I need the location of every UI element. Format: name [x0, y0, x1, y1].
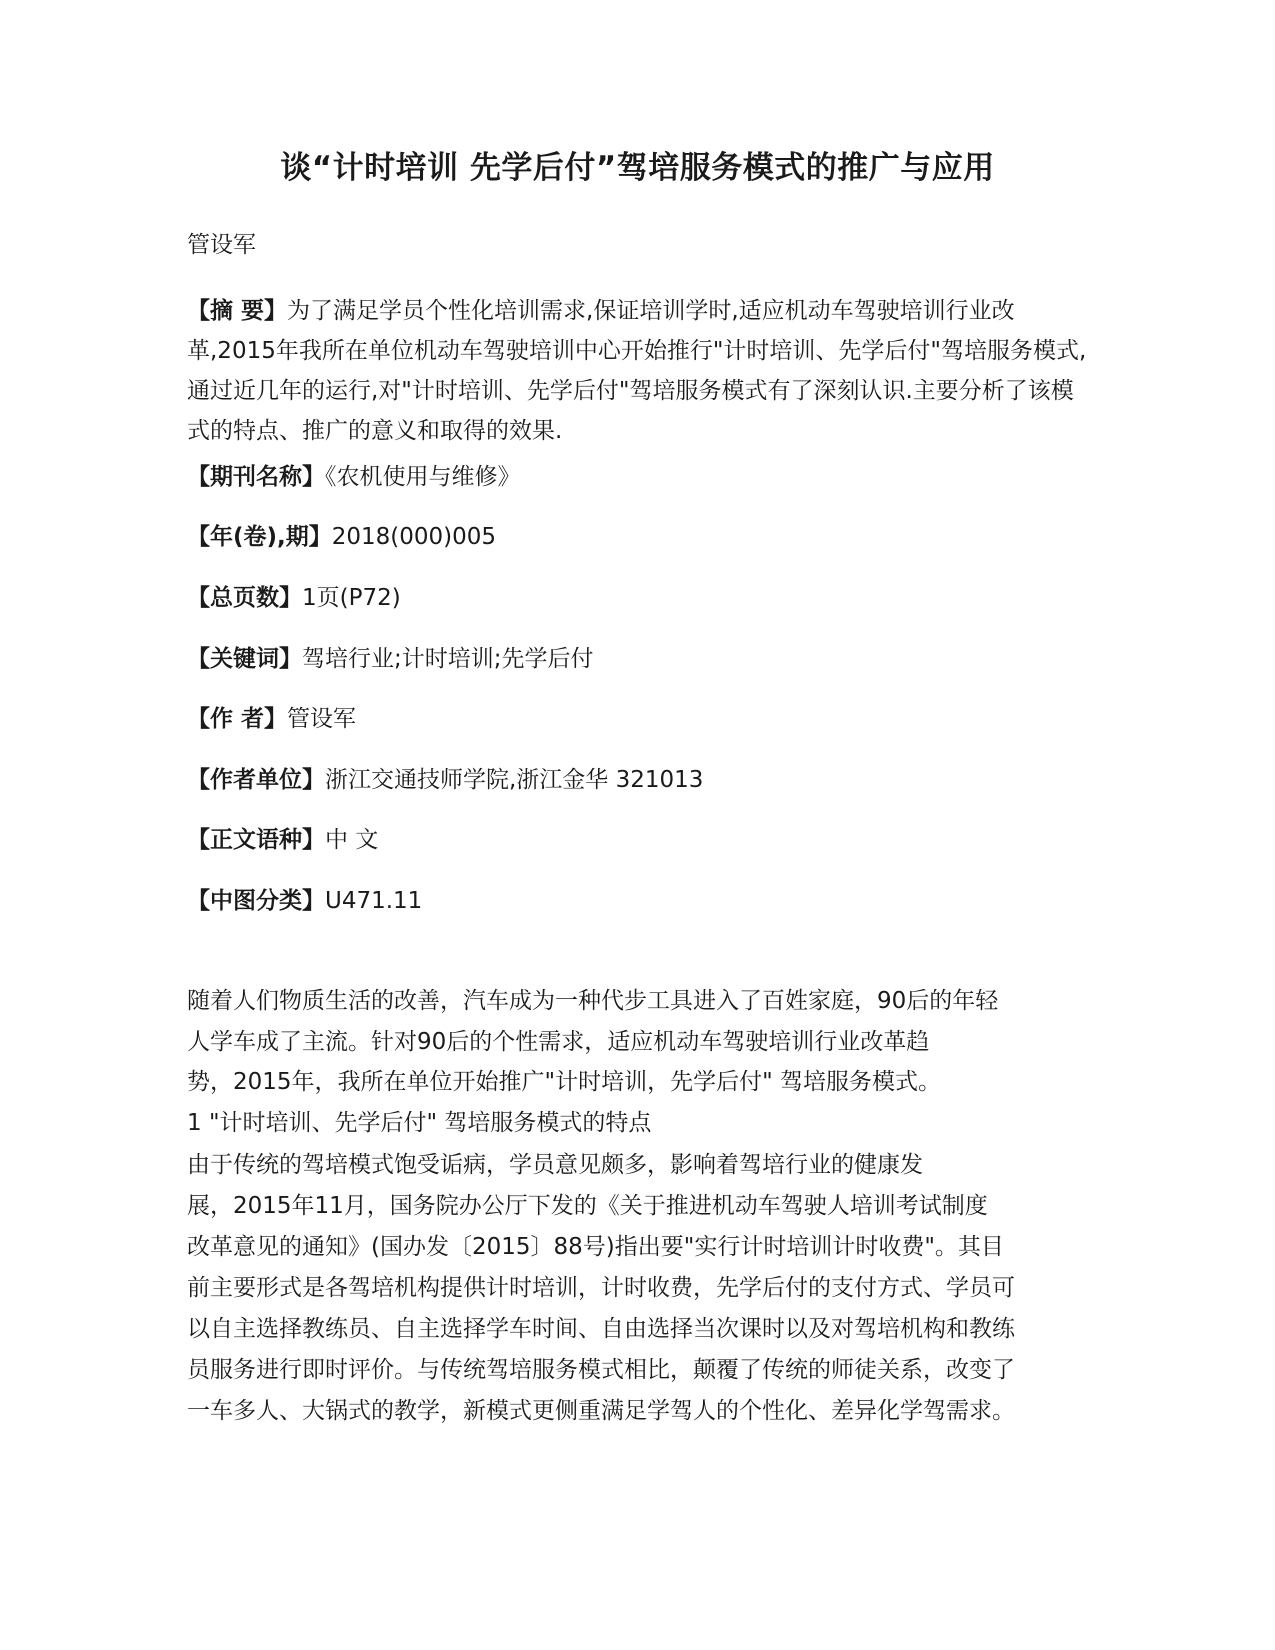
meta-label: 【中图分类】	[187, 888, 325, 914]
meta-value: 2018(000)005	[331, 524, 497, 550]
meta-value: 驾培行业;计时培训;先学后付	[302, 646, 594, 672]
meta-page-count	[187, 582, 401, 614]
body-text-line: 展，2015年11月，国务院办公厅下发的《关于推进机动车驾驶人培训考试制度	[187, 1193, 988, 1219]
meta-keywords	[187, 643, 594, 675]
meta-label: 【作 者】	[187, 706, 288, 732]
meta-language	[187, 824, 378, 856]
body-text-line: 改革意见的通知》(国办发〔2015〕88号)指出要"实行计时培训计时收费"。其目	[187, 1234, 1004, 1260]
meta-value: 浙江交通技师学院,浙江金华 321013	[325, 767, 704, 793]
section-heading: 1 "计时培训、先学后付" 驾培服务模式的特点	[187, 1110, 652, 1136]
meta-label: 【作者单位】	[187, 767, 325, 793]
meta-value: U471.11	[325, 888, 423, 914]
meta-author	[187, 703, 356, 735]
body-text-line: 员服务进行即时评价。与传统驾培服务模式相比，颠覆了传统的师徒关系，改变了	[187, 1357, 1015, 1383]
meta-value: 1页(P72)	[302, 585, 401, 611]
meta-label: 【关键词】	[187, 646, 302, 672]
body-text-line: 人学车成了主流。针对90后的个性需求，适应机动车驾驶培训行业改革趋	[187, 1029, 930, 1055]
meta-value: 管设军	[287, 706, 357, 732]
meta-value: 中 文	[325, 827, 379, 853]
meta-label: 【年(卷),期】	[187, 524, 332, 550]
body-text-line: 势，2015年，我所在单位开始推广"计时培训，先学后付" 驾培服务模式。	[187, 1069, 942, 1095]
abstract-label: 【摘 要】	[187, 298, 288, 324]
document-title: 谈“计时培训 先学后付”驾培服务模式的推广与应用	[280, 150, 995, 186]
meta-affiliation	[187, 764, 703, 796]
meta-value: 《农机使用与维修》	[325, 464, 521, 490]
meta-label: 【期刊名称】	[187, 464, 325, 490]
body-text-line: 前主要形式是各驾培机构提供计时培训，计时收费，先学后付的支付方式、学员可	[187, 1275, 1015, 1301]
abstract-block	[187, 291, 1087, 451]
body-text-line: 随着人们物质生活的改善，汽车成为一种代步工具进入了百姓家庭，90后的年轻	[187, 988, 999, 1014]
meta-label: 【正文语种】	[187, 827, 325, 853]
meta-classification	[187, 885, 422, 917]
body-text-line: 一车多人、大锅式的教学，新模式更侧重满足学驾人的个性化、差异化学驾需求。	[187, 1398, 1015, 1424]
body-text-line: 以自主选择教练员、自主选择学车时间、自由选择当次课时以及对驾培机构和教练	[187, 1316, 1015, 1342]
author-name: 管设军	[187, 232, 256, 258]
meta-journal	[187, 461, 521, 493]
meta-label: 【总页数】	[187, 585, 302, 611]
abstract-text: 为了满足学员个性化培训需求,保证培训学时,适应机动车驾驶培训行业改革,2015年我所在单位机动车驾驶培训中心开始推行"计时培训、先学后付"驾培服务模式,通过近几年的运行,对"计时培训、先学后付"驾培服务模式有了深刻认识.主要分析了该模式的特点、推广的意义和取得的效果.	[187, 298, 1087, 444]
meta-year-volume-issue	[187, 521, 496, 553]
body-text-line: 由于传统的驾培模式饱受诟病，学员意见颇多，影响着驾培行业的健康发	[187, 1152, 923, 1178]
